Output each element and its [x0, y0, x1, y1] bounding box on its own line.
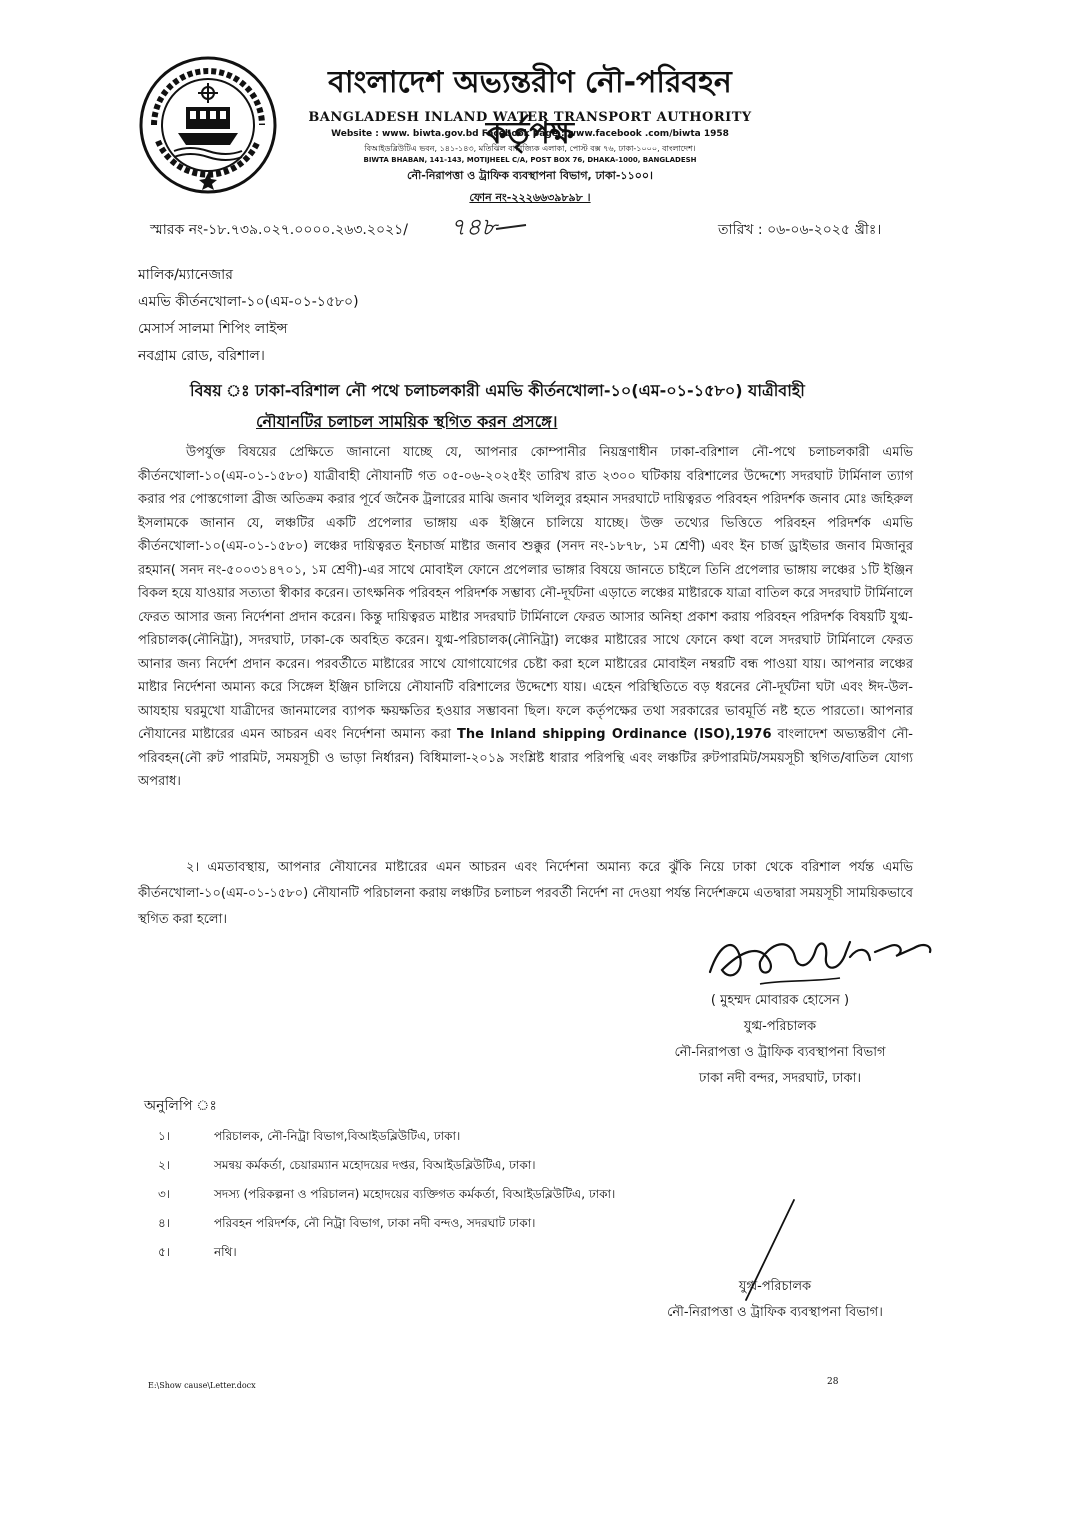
para1-text-a: উপর্যুক্ত বিষয়ের প্রেক্ষিতে জানানো যাচ্ছে যে, আপনার কোম্পানীর নিয়ন্ত্রণাধীন ঢাকা-বরিশাল নৌ-পথে চলাচলকারী এমভি কীর্তনখোলা-১০(এম-০১-১৫৮০) যাত্রীবাহী নৌযানটি গত ০৫-০৬-২০২৫ইং তারিখ রাত ২৩০০ ঘটিকায় বরিশালের উদ্দেশ্যে সদরঘাট টার্মিনাল ত্যাগ করার পর পোস্তগোলা ব্রীজ অতিক্রম করার পূর্বে জনৈক ট্রলারের মাঝি জনাব খলিলুর রহমান সদরঘাটে দায়িত্বরত পরিবহন পরিদর্শক জনাব মোঃ জহিরুল ইসলামকে জানান যে, লঞ্চটির একটি প্রপেলার ভাঙ্গায় এক ইঞ্জিনে চালিয়ে যাচ্ছে। উক্ত তথ্যের ভিত্তিতে পরিবহন পরিদর্শক এমভি কীর্তনখোলা-১০(এম-০১-১৫৮০) লঞ্চের দায়িত্বরত ইনচার্জ মাষ্টার জনাব শুক্কুর (সনদ নং-১৮৭৮, ১ম শ্রেণী) এবং ইন চার্জ ড্রাইভার জনাব মিজানুর রহমান( সনদ নং-৫০০৩১৪৭০১, ১ম শ্রেণী)-এর সাথে মোবাইল ফোনে প্রপেলার ভাঙ্গার বিষয়ে জানতে চাইলে তিনি প্রপেলার ভাঙ্গায় লঞ্চের ১টি ইঞ্জিন বিকল হয়ে যাওয়ার সত্যতা স্বীকার করেন। তাৎক্ষনিক পরিবহন পরিদর্শক সম্ভাব্য নৌ-দূর্ঘটনা এড়াতে লঞ্চের মাষ্টারকে যাত্রা বাতিল করে সদরঘাট টার্মিনালে ফেরত আসার জন্য নির্দেশনা প্রদান করেন। কিন্তু দায়িত্বরত মাষ্টার সদরঘাট টার্মিনালে ফেরত আসার অনিহা প্রকাশ করায় পরিবহন পরিদর্শক বিষয়টি যুগ্ম-পরিচালক(নৌনিট্রা), সদরঘাট, ঢাকা-কে অবহিত করেন। যুগ্ম-পরিচালক(নৌনিট্রা) লঞ্চের মাষ্টারের সাথে ফোনে কথা বলে সদরঘাট টার্মিনালে ফেরত আনার জন্য নির্দেশ প্রদান করেন। পরবর্তীতে মাষ্টারের সাথে যোগাযোগের চেষ্টা করা হলে মাষ্টারের মোবাইল নম্বরটি বন্ধ পাওয়া যায়। আপনার লঞ্চের মাষ্টার নির্দেশনা অমান্য করে সিঙ্গেল ইঞ্জিন চালিয়ে নৌযানটি বরিশালের উদ্দেশ্যে যায়। এহেন পরিস্থিতিতে বড় ধরনের নৌ-দূর্ঘটনা ঘটা এবং ঈদ-উল-আযহায় ঘরমুখো যাত্রীদের জানমালের ব্যাপক ক্ষয়ক্ষতির হওয়ার সম্ভাবনা ছিল। ফলে কর্তৃপক্ষের তথা সরকারের ভাবমূর্তি নষ্ট হতে পারতো। আপনার নৌযানের মাষ্টারের এমন আচরন এবং নির্দেশনা অমান্য করা	[138, 445, 913, 742]
phone-text: ফোন নং-২২২৬৬৩৯৮৯৮ ।	[469, 191, 591, 204]
body-paragraph-1	[138, 441, 913, 794]
para1-text-b: বাংলাদেশ অভ্যন্তরীণ নৌ-পরিবহন(নৌ রুট পারমিট, সময়সূচী ও ভাড়া নির্ধারন) বিধিমালা-২০১৯ সংশ্লিষ্ট ধারার পরিপন্থি এবং লঞ্চটির রুটপারমিট/সময়সূচী স্থগিত/বাতিল যোগ্য অপরাধ।	[138, 727, 914, 789]
list-item	[158, 1151, 615, 1180]
second-signatory-block	[630, 1274, 920, 1326]
list-item-text: পরিবহন পরিদর্শক, নৌ নিট্রা বিভাগ, ঢাকা নদী বন্দও, সদরঘাট ঢাকা।	[214, 1216, 536, 1230]
recipient-title: মালিক/ম্যানেজার	[138, 267, 233, 283]
list-item-text: পরিচালক, নৌ-নিট্রা বিভাগ,বিআইডব্লিউটিএ, ঢাকা।	[214, 1129, 461, 1143]
body-paragraph-2: ২। এমতাবস্থায়, আপনার নৌযানের মাষ্টারের এমন আচরন এবং নির্দেশনা অমান্য করে ঝুঁকি নিয়ে ঢাকা থেকে বরিশাল পর্যন্ত এমভি কীর্তনখোলা-১০(এম-০১-১৫৮০) নৌযানটি পরিচালনা করায় লঞ্চটির চলাচল পরবর্তী নির্দেশ না দেওয়া পর্যন্ত নির্দেশক্রমে এতদ্বারা সময়সূচী সাময়িকভাবে স্থগিত করা হলো।	[138, 860, 913, 927]
org-name-english: BANGLADESH INLAND WATER TRANSPORT AUTHORITY	[308, 110, 752, 125]
subject-line-1: বিষয় ঃ ঢাকা-বরিশাল নৌ পথে চলাচলকারী এমভি কীর্তনখোলা-১০(এম-০১-১৫৮০) যাত্রীবাহী	[190, 381, 805, 400]
list-item-text: সদস্য (পরিকল্পনা ও পরিচালন) মহোদয়ের ব্যক্তিগত কর্মকর্তা, বিআইডব্লিউটিএ, ঢাকা।	[214, 1187, 616, 1201]
signatory-office: ঢাকা নদী বন্দর, সদরঘাট, ঢাকা।	[699, 1071, 861, 1086]
list-item	[158, 1238, 615, 1267]
subject-block	[190, 375, 950, 437]
list-item-number: ১।	[158, 1129, 171, 1143]
page-number: 28	[827, 1377, 839, 1387]
copy-to-title: অনুলিপি ঃ	[144, 1098, 217, 1114]
address-bengali: বিআইডব্লিউটিএ ভবন, ১৪১-১৪৩, মতিঝিল বাণিজ্যিক এলাকা, পোস্ট বক্স ৭৬, ঢাকা-১০০০, বাংলাদেশ।	[364, 144, 696, 153]
list-item-number: ৩।	[158, 1187, 171, 1201]
letter-date: তারিখ : ০৬-০৬-২০২৫ খ্রীঃ।	[718, 222, 882, 238]
handwritten-number-text: ৭৪৮	[450, 213, 497, 241]
biwta-seal-logo	[138, 55, 278, 195]
recipient-block	[138, 262, 359, 370]
list-item	[158, 1122, 615, 1151]
list-item	[158, 1180, 615, 1209]
signatory-name: ( মুহম্মদ মোবারক হোসেন )	[710, 993, 850, 1008]
address-english: BIWTA BHABAN, 141-143, MOTIJHEEL C/A, POST BOX 76, DHAKA-1000, BANGLADESH	[363, 156, 697, 164]
signatory-block	[630, 988, 930, 1092]
handwritten-memo-number	[448, 209, 528, 243]
list-item-text: সমন্বয় কর্মকর্তা, চেয়ারম্যান মহোদয়ের দপ্তর, বিআইডব্লিউটিএ, ঢাকা।	[214, 1158, 536, 1172]
second-signatory-department: নৌ-নিরাপত্তা ও ট্রাফিক ব্যবস্থাপনা বিভাগ।	[667, 1305, 883, 1320]
website-line: Website : www. biwta.gov.bd Facebook page : www.facebook .com/biwta 1958	[331, 129, 729, 139]
recipient-company: মেসার্স সালমা শিপিং লাইন্স	[138, 321, 288, 337]
recipient-address: নবগ্রাম রোড, বরিশাল।	[138, 348, 265, 364]
recipient-vessel: এমভি কীর্তনখোলা-১০(এম-০১-১৫৮০)	[138, 294, 359, 310]
list-item-text: নথি।	[214, 1245, 237, 1259]
list-item-number: ৫।	[158, 1245, 171, 1259]
copy-to-list	[158, 1122, 615, 1267]
list-item	[158, 1209, 615, 1238]
second-signatory-designation: যুগ্ম-পরিচালক	[738, 1279, 812, 1294]
signatory-department: নৌ-নিরাপত্তা ও ট্রাফিক ব্যবস্থাপনা বিভাগ	[674, 1045, 886, 1060]
subject-line-2: নৌযানটির চলাচল সাময়িক স্থগিত করন প্রসঙ্গে।	[256, 412, 558, 431]
org-name-bengali: বাংলাদেশ অভ্যন্তরীণ নৌ-পরিবহন কর্তৃপক্ষ	[328, 65, 732, 151]
signatory-designation: যুগ্ম-পরিচালক	[743, 1019, 817, 1034]
ordinance-reference: The Inland shipping Ordinance (ISO),1976	[456, 727, 772, 742]
file-path-footer: E:\Show cause\Letter.docx	[148, 1381, 256, 1390]
list-item-number: ৪।	[158, 1216, 171, 1230]
department-line: নৌ-নিরাপত্তা ও ট্রাফিক ব্যবস্থাপনা বিভাগ, ঢাকা-১১০০।	[407, 169, 653, 182]
memo-number: স্মারক নং-১৮.৭৩৯.০২৭.০০০০.২৬৩.২০২১/	[150, 222, 408, 238]
phone-line	[290, 189, 770, 208]
list-item-number: ২।	[158, 1158, 171, 1172]
